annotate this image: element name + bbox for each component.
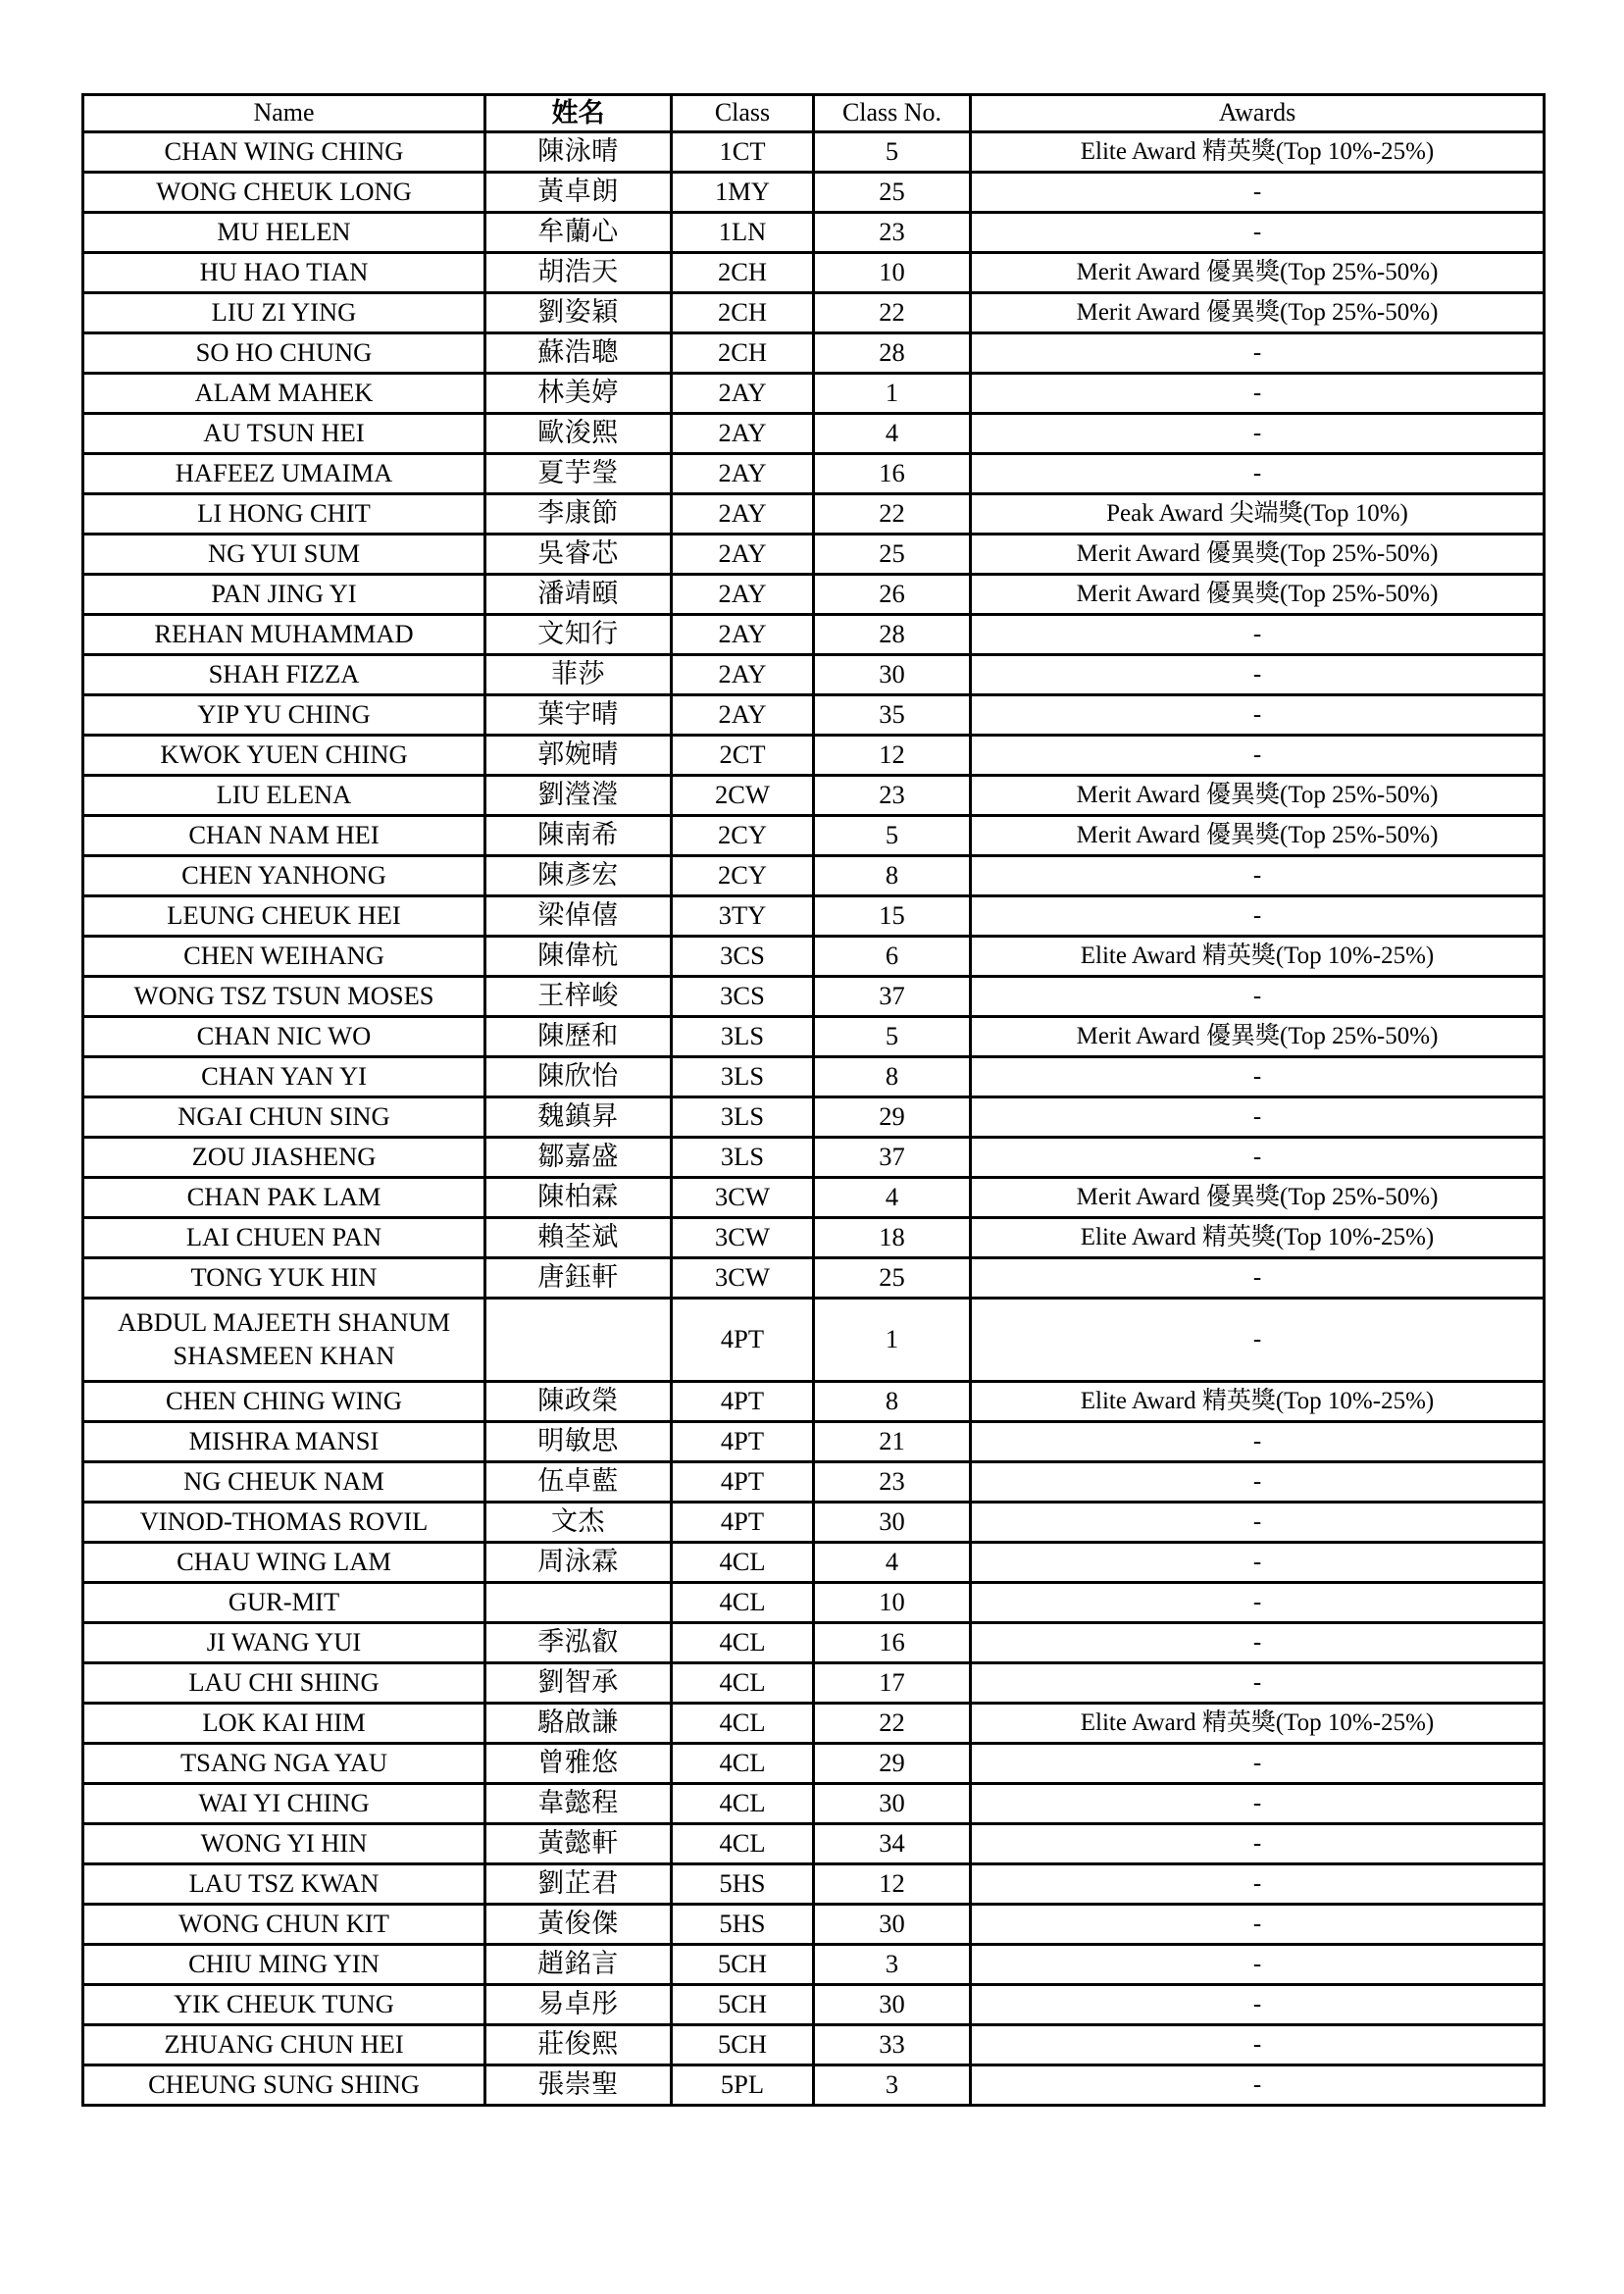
table-row — [83, 173, 1545, 213]
cell-class-no: 1 — [814, 1299, 971, 1382]
table-row — [83, 615, 1545, 655]
table-row — [83, 1503, 1545, 1543]
cell-name: LAU TSZ KWAN — [83, 1864, 485, 1905]
cell-name: LEUNG CHEUK HEI — [83, 896, 485, 937]
cell-class-no: 30 — [814, 1985, 971, 2025]
cell-class-no: 10 — [814, 253, 971, 293]
cell-name: WAI YI CHING — [83, 1784, 485, 1824]
cell-awards: - — [971, 695, 1545, 736]
cell-chinese-name: 劉芷君 — [485, 1864, 672, 1905]
cell-chinese-name: 賴荃斌 — [485, 1218, 672, 1258]
cell-class-no: 22 — [814, 293, 971, 333]
cell-chinese-name: 唐鈺軒 — [485, 1258, 672, 1299]
cell-class: 3CW — [672, 1218, 814, 1258]
cell-chinese-name: 易卓彤 — [485, 1985, 672, 2025]
cell-class-no: 29 — [814, 1744, 971, 1784]
cell-awards: Merit Award 優異獎(Top 25%-50%) — [971, 575, 1545, 615]
table-row — [83, 1218, 1545, 1258]
cell-name: ZHUANG CHUN HEI — [83, 2025, 485, 2065]
cell-class: 2CH — [672, 333, 814, 374]
cell-chinese-name: 文杰 — [485, 1503, 672, 1543]
cell-chinese-name: 陳欣怡 — [485, 1057, 672, 1097]
table-row — [83, 575, 1545, 615]
cell-name: CHAU WING LAM — [83, 1543, 485, 1583]
cell-class-no: 33 — [814, 2025, 971, 2065]
cell-chinese-name: 菲莎 — [485, 655, 672, 695]
cell-class-no: 23 — [814, 213, 971, 253]
cell-name: ABDUL MAJEETH SHANUM SHASMEEN KHAN — [83, 1299, 485, 1382]
table-row — [83, 1704, 1545, 1744]
cell-awards: Merit Award 優異獎(Top 25%-50%) — [971, 776, 1545, 816]
cell-awards: - — [971, 1985, 1545, 2025]
cell-class-no: 15 — [814, 896, 971, 937]
cell-name: WONG CHUN KIT — [83, 1905, 485, 1945]
cell-class-no: 30 — [814, 1503, 971, 1543]
cell-awards: Merit Award 優異獎(Top 25%-50%) — [971, 535, 1545, 575]
cell-name: CHEN CHING WING — [83, 1382, 485, 1422]
cell-awards: - — [971, 1905, 1545, 1945]
table-row — [83, 333, 1545, 374]
cell-name: GUR-MIT — [83, 1583, 485, 1623]
cell-awards: - — [971, 1945, 1545, 1985]
table-row — [83, 1138, 1545, 1178]
cell-class: 2CT — [672, 736, 814, 776]
cell-class: 2CH — [672, 293, 814, 333]
cell-chinese-name: 明敏思 — [485, 1422, 672, 1462]
cell-awards: - — [971, 1258, 1545, 1299]
cell-class: 2CH — [672, 253, 814, 293]
cell-class: 2AY — [672, 615, 814, 655]
cell-class: 2AY — [672, 535, 814, 575]
cell-chinese-name: 魏鎮昇 — [485, 1097, 672, 1138]
cell-awards: - — [971, 1744, 1545, 1784]
cell-chinese-name: 陳偉杭 — [485, 937, 672, 977]
column-header-awards: Awards — [971, 95, 1545, 132]
cell-class-no: 30 — [814, 1784, 971, 1824]
table-header — [83, 95, 1545, 132]
cell-class-no: 4 — [814, 1543, 971, 1583]
cell-awards: - — [971, 856, 1545, 896]
cell-awards: - — [971, 1623, 1545, 1663]
table-row — [83, 1945, 1545, 1985]
cell-class-no: 22 — [814, 494, 971, 535]
cell-name: CHEUNG SUNG SHING — [83, 2065, 485, 2106]
cell-class-no: 5 — [814, 1017, 971, 1057]
cell-name: HAFEEZ UMAIMA — [83, 454, 485, 494]
table-row — [83, 816, 1545, 856]
cell-chinese-name: 陳泳晴 — [485, 132, 672, 173]
awards-table-container — [81, 93, 1543, 2107]
cell-class-no: 10 — [814, 1583, 971, 1623]
cell-class-no: 12 — [814, 1864, 971, 1905]
cell-class-no: 3 — [814, 1945, 971, 1985]
table-row — [83, 1824, 1545, 1864]
cell-chinese-name: 郭婉晴 — [485, 736, 672, 776]
table-row — [83, 937, 1545, 977]
cell-class-no: 26 — [814, 575, 971, 615]
cell-name: YIP YU CHING — [83, 695, 485, 736]
cell-awards: Merit Award 優異獎(Top 25%-50%) — [971, 816, 1545, 856]
cell-class-no: 18 — [814, 1218, 971, 1258]
table-row — [83, 213, 1545, 253]
cell-class: 3LS — [672, 1057, 814, 1097]
cell-chinese-name: 莊俊熙 — [485, 2025, 672, 2065]
cell-class: 3CS — [672, 937, 814, 977]
cell-name: ZOU JIASHENG — [83, 1138, 485, 1178]
cell-class: 5PL — [672, 2065, 814, 2106]
cell-name: ALAM MAHEK — [83, 374, 485, 414]
table-row — [83, 736, 1545, 776]
table-row — [83, 1864, 1545, 1905]
cell-class: 4PT — [672, 1422, 814, 1462]
cell-class: 3LS — [672, 1138, 814, 1178]
cell-class-no: 37 — [814, 1138, 971, 1178]
cell-awards: - — [971, 333, 1545, 374]
cell-class-no: 8 — [814, 1057, 971, 1097]
table-row — [83, 2025, 1545, 2065]
student-awards-table — [81, 93, 1546, 2107]
table-row — [83, 494, 1545, 535]
cell-awards: - — [971, 2025, 1545, 2065]
header-row — [83, 95, 1545, 132]
table-row — [83, 1017, 1545, 1057]
cell-awards: - — [971, 1299, 1545, 1382]
cell-awards: Merit Award 優異獎(Top 25%-50%) — [971, 253, 1545, 293]
cell-awards: Elite Award 精英獎(Top 10%-25%) — [971, 132, 1545, 173]
cell-chinese-name: 陳柏霖 — [485, 1178, 672, 1218]
cell-name: REHAN MUHAMMAD — [83, 615, 485, 655]
cell-chinese-name: 陳彥宏 — [485, 856, 672, 896]
cell-chinese-name: 梁倬僖 — [485, 896, 672, 937]
cell-class-no: 5 — [814, 816, 971, 856]
cell-class-no: 16 — [814, 454, 971, 494]
cell-chinese-name: 夏芋瑩 — [485, 454, 672, 494]
cell-chinese-name: 趙銘言 — [485, 1945, 672, 1985]
cell-class: 3CW — [672, 1178, 814, 1218]
cell-chinese-name — [485, 1299, 672, 1382]
cell-chinese-name: 王梓峻 — [485, 977, 672, 1017]
cell-class: 5CH — [672, 2025, 814, 2065]
cell-class-no: 17 — [814, 1663, 971, 1704]
cell-name: WONG CHEUK LONG — [83, 173, 485, 213]
cell-class: 2AY — [672, 494, 814, 535]
cell-name: LIU ELENA — [83, 776, 485, 816]
cell-awards: Elite Award 精英獎(Top 10%-25%) — [971, 1382, 1545, 1422]
cell-class: 4PT — [672, 1299, 814, 1382]
cell-name: CHAN WING CHING — [83, 132, 485, 173]
cell-awards: - — [971, 615, 1545, 655]
cell-awards: - — [971, 1097, 1545, 1138]
cell-name: JI WANG YUI — [83, 1623, 485, 1663]
cell-name: CHAN NAM HEI — [83, 816, 485, 856]
table-row — [83, 1299, 1545, 1382]
cell-chinese-name: 劉姿穎 — [485, 293, 672, 333]
cell-chinese-name: 陳政榮 — [485, 1382, 672, 1422]
table-row — [83, 1178, 1545, 1218]
cell-class: 4CL — [672, 1583, 814, 1623]
cell-awards: - — [971, 454, 1545, 494]
cell-class: 5CH — [672, 1945, 814, 1985]
cell-class: 2AY — [672, 374, 814, 414]
cell-chinese-name: 黃懿軒 — [485, 1824, 672, 1864]
cell-chinese-name: 吳睿芯 — [485, 535, 672, 575]
cell-name: CHEN WEIHANG — [83, 937, 485, 977]
table-row — [83, 1462, 1545, 1503]
cell-class: 4CL — [672, 1744, 814, 1784]
cell-name: NG CHEUK NAM — [83, 1462, 485, 1503]
cell-class: 2CW — [672, 776, 814, 816]
cell-name: CHAN NIC WO — [83, 1017, 485, 1057]
cell-class-no: 25 — [814, 1258, 971, 1299]
cell-chinese-name: 劉智承 — [485, 1663, 672, 1704]
cell-awards: - — [971, 977, 1545, 1017]
cell-class-no: 8 — [814, 856, 971, 896]
cell-awards: - — [971, 1864, 1545, 1905]
table-row — [83, 695, 1545, 736]
cell-chinese-name: 伍卓藍 — [485, 1462, 672, 1503]
cell-awards: - — [971, 1824, 1545, 1864]
cell-class: 1LN — [672, 213, 814, 253]
table-row — [83, 1985, 1545, 2025]
cell-chinese-name: 歐浚熙 — [485, 414, 672, 454]
table-row — [83, 2065, 1545, 2106]
cell-class-no: 1 — [814, 374, 971, 414]
table-row — [83, 1623, 1545, 1663]
cell-awards: - — [971, 1462, 1545, 1503]
cell-chinese-name: 潘靖頤 — [485, 575, 672, 615]
cell-class: 4CL — [672, 1623, 814, 1663]
cell-chinese-name: 胡浩天 — [485, 253, 672, 293]
column-header-chinese-name: 姓名 — [485, 95, 672, 132]
cell-chinese-name: 陳南希 — [485, 816, 672, 856]
table-body — [83, 132, 1545, 2106]
cell-awards: - — [971, 1057, 1545, 1097]
cell-class-no: 30 — [814, 655, 971, 695]
cell-awards: - — [971, 1543, 1545, 1583]
table-row — [83, 1422, 1545, 1462]
table-row — [83, 1097, 1545, 1138]
cell-name: LI HONG CHIT — [83, 494, 485, 535]
cell-chinese-name — [485, 1583, 672, 1623]
cell-class-no: 28 — [814, 333, 971, 374]
cell-chinese-name: 劉瀅瀅 — [485, 776, 672, 816]
cell-name: LAU CHI SHING — [83, 1663, 485, 1704]
cell-name: SHAH FIZZA — [83, 655, 485, 695]
cell-chinese-name: 黃卓朗 — [485, 173, 672, 213]
cell-class: 3LS — [672, 1097, 814, 1138]
cell-name: CHAN YAN YI — [83, 1057, 485, 1097]
cell-name: LIU ZI YING — [83, 293, 485, 333]
cell-class-no: 8 — [814, 1382, 971, 1422]
table-row — [83, 1905, 1545, 1945]
table-row — [83, 1784, 1545, 1824]
cell-name: CHIU MING YIN — [83, 1945, 485, 1985]
cell-class-no: 21 — [814, 1422, 971, 1462]
cell-name: CHAN PAK LAM — [83, 1178, 485, 1218]
cell-chinese-name: 李康節 — [485, 494, 672, 535]
cell-name: CHEN YANHONG — [83, 856, 485, 896]
cell-class: 2CY — [672, 856, 814, 896]
cell-class-no: 22 — [814, 1704, 971, 1744]
cell-class: 4PT — [672, 1462, 814, 1503]
table-row — [83, 1583, 1545, 1623]
cell-awards: Peak Award 尖端獎(Top 10%) — [971, 494, 1545, 535]
table-row — [83, 776, 1545, 816]
cell-name: NGAI CHUN SING — [83, 1097, 485, 1138]
table-row — [83, 856, 1545, 896]
cell-chinese-name: 陳歷和 — [485, 1017, 672, 1057]
cell-chinese-name: 鄒嘉盛 — [485, 1138, 672, 1178]
cell-chinese-name: 曾雅悠 — [485, 1744, 672, 1784]
table-row — [83, 1543, 1545, 1583]
cell-class-no: 6 — [814, 937, 971, 977]
table-row — [83, 132, 1545, 173]
cell-awards: - — [971, 1503, 1545, 1543]
cell-name: TSANG NGA YAU — [83, 1744, 485, 1784]
cell-class: 2CY — [672, 816, 814, 856]
cell-class: 4CL — [672, 1784, 814, 1824]
cell-class: 2AY — [672, 655, 814, 695]
cell-class: 3CW — [672, 1258, 814, 1299]
table-row — [83, 1258, 1545, 1299]
cell-chinese-name: 文知行 — [485, 615, 672, 655]
cell-class: 4CL — [672, 1543, 814, 1583]
cell-awards: Merit Award 優異獎(Top 25%-50%) — [971, 1178, 1545, 1218]
cell-awards: - — [971, 374, 1545, 414]
table-row — [83, 253, 1545, 293]
table-row — [83, 374, 1545, 414]
cell-name: AU TSUN HEI — [83, 414, 485, 454]
table-row — [83, 1057, 1545, 1097]
cell-name: TONG YUK HIN — [83, 1258, 485, 1299]
cell-awards: Merit Award 優異獎(Top 25%-50%) — [971, 1017, 1545, 1057]
column-header-class-no: Class No. — [814, 95, 971, 132]
cell-awards: - — [971, 414, 1545, 454]
cell-class-no: 5 — [814, 132, 971, 173]
cell-awards: - — [971, 1583, 1545, 1623]
cell-class: 5HS — [672, 1905, 814, 1945]
table-row — [83, 414, 1545, 454]
cell-chinese-name: 韋懿程 — [485, 1784, 672, 1824]
cell-awards: - — [971, 213, 1545, 253]
cell-class-no: 23 — [814, 776, 971, 816]
cell-class: 2AY — [672, 575, 814, 615]
cell-class-no: 34 — [814, 1824, 971, 1864]
cell-class: 3CS — [672, 977, 814, 1017]
cell-chinese-name: 張崇聖 — [485, 2065, 672, 2106]
cell-name: WONG TSZ TSUN MOSES — [83, 977, 485, 1017]
cell-class-no: 12 — [814, 736, 971, 776]
cell-name: SO HO CHUNG — [83, 333, 485, 374]
cell-class-no: 23 — [814, 1462, 971, 1503]
cell-class: 3LS — [672, 1017, 814, 1057]
cell-class-no: 37 — [814, 977, 971, 1017]
cell-class: 2AY — [672, 454, 814, 494]
cell-chinese-name: 黃俊傑 — [485, 1905, 672, 1945]
cell-name: HU HAO TIAN — [83, 253, 485, 293]
cell-class: 1CT — [672, 132, 814, 173]
cell-class: 5HS — [672, 1864, 814, 1905]
cell-chinese-name: 蘇浩聰 — [485, 333, 672, 374]
cell-name: YIK CHEUK TUNG — [83, 1985, 485, 2025]
cell-awards: - — [971, 1784, 1545, 1824]
cell-class-no: 3 — [814, 2065, 971, 2106]
table-row — [83, 535, 1545, 575]
cell-class: 2AY — [672, 695, 814, 736]
cell-class-no: 25 — [814, 173, 971, 213]
cell-name: MISHRA MANSI — [83, 1422, 485, 1462]
table-row — [83, 977, 1545, 1017]
cell-name: NG YUI SUM — [83, 535, 485, 575]
cell-class: 2AY — [672, 414, 814, 454]
cell-awards: - — [971, 173, 1545, 213]
table-row — [83, 896, 1545, 937]
cell-awards: Elite Award 精英獎(Top 10%-25%) — [971, 1704, 1545, 1744]
cell-class-no: 30 — [814, 1905, 971, 1945]
cell-class-no: 4 — [814, 1178, 971, 1218]
column-header-name: Name — [83, 95, 485, 132]
cell-class: 4CL — [672, 1663, 814, 1704]
cell-class: 4CL — [672, 1824, 814, 1864]
table-row — [83, 454, 1545, 494]
cell-name: VINOD-THOMAS ROVIL — [83, 1503, 485, 1543]
cell-class: 5CH — [672, 1985, 814, 2025]
cell-class-no: 28 — [814, 615, 971, 655]
table-row — [83, 655, 1545, 695]
cell-awards: Merit Award 優異獎(Top 25%-50%) — [971, 293, 1545, 333]
cell-class-no: 25 — [814, 535, 971, 575]
table-row — [83, 1663, 1545, 1704]
cell-name: LAI CHUEN PAN — [83, 1218, 485, 1258]
cell-class: 4PT — [672, 1382, 814, 1422]
cell-awards: - — [971, 2065, 1545, 2106]
cell-class-no: 29 — [814, 1097, 971, 1138]
cell-name: PAN JING YI — [83, 575, 485, 615]
cell-awards: Elite Award 精英獎(Top 10%-25%) — [971, 937, 1545, 977]
cell-class: 4CL — [672, 1704, 814, 1744]
cell-chinese-name: 葉宇晴 — [485, 695, 672, 736]
cell-awards: - — [971, 1138, 1545, 1178]
cell-awards: - — [971, 1422, 1545, 1462]
cell-name: LOK KAI HIM — [83, 1704, 485, 1744]
table-row — [83, 293, 1545, 333]
cell-class-no: 4 — [814, 414, 971, 454]
cell-chinese-name: 駱啟謙 — [485, 1704, 672, 1744]
cell-name: MU HELEN — [83, 213, 485, 253]
cell-awards: - — [971, 896, 1545, 937]
cell-awards: Elite Award 精英獎(Top 10%-25%) — [971, 1218, 1545, 1258]
column-header-class: Class — [672, 95, 814, 132]
cell-chinese-name: 周泳霖 — [485, 1543, 672, 1583]
cell-class-no: 16 — [814, 1623, 971, 1663]
cell-awards: - — [971, 1663, 1545, 1704]
cell-name: WONG YI HIN — [83, 1824, 485, 1864]
cell-class: 4PT — [672, 1503, 814, 1543]
table-row — [83, 1744, 1545, 1784]
cell-class-no: 35 — [814, 695, 971, 736]
cell-class: 3TY — [672, 896, 814, 937]
cell-name: KWOK YUEN CHING — [83, 736, 485, 776]
cell-awards: - — [971, 655, 1545, 695]
cell-class: 1MY — [672, 173, 814, 213]
cell-awards: - — [971, 736, 1545, 776]
cell-chinese-name: 季泓叡 — [485, 1623, 672, 1663]
table-row — [83, 1382, 1545, 1422]
cell-chinese-name: 林美婷 — [485, 374, 672, 414]
cell-chinese-name: 牟蘭心 — [485, 213, 672, 253]
